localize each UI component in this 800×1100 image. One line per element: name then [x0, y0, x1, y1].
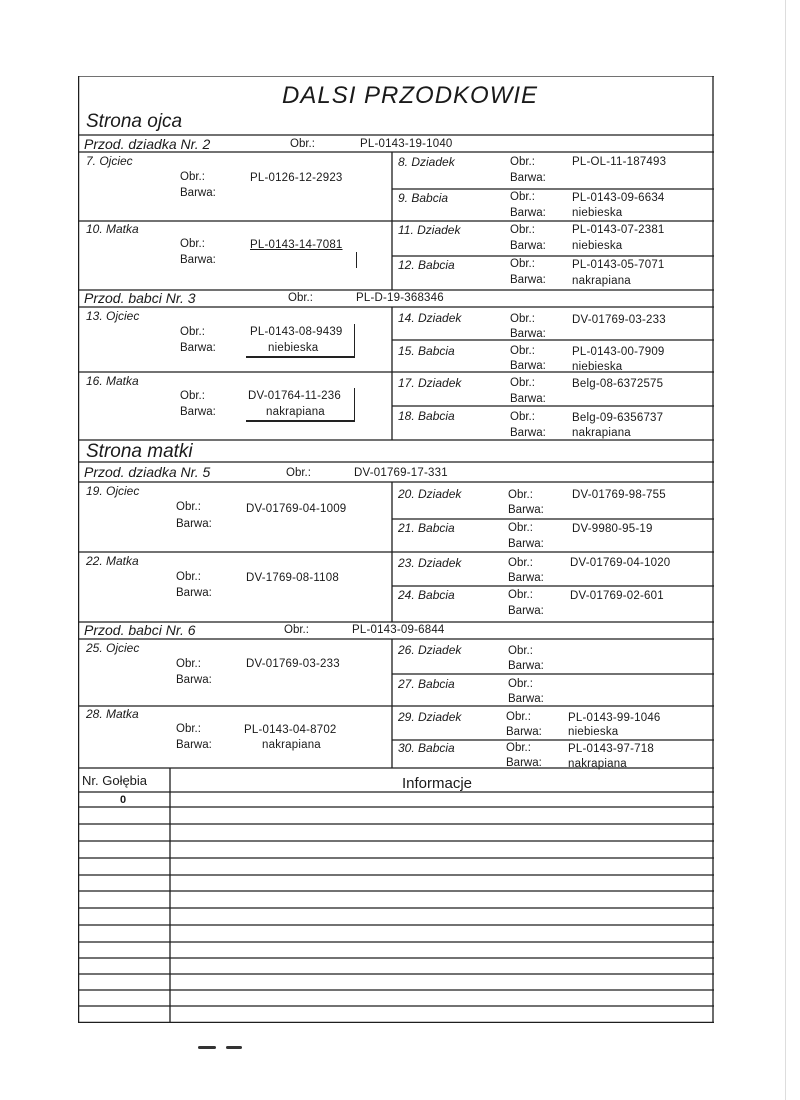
ancestor-25-label: 25. Ojciec	[86, 641, 140, 655]
ancestor-13-label: 13. Ojciec	[86, 309, 140, 323]
ancestor-11-obr-label: Obr.:	[510, 224, 535, 236]
ancestor-17-ring: Belg-08-6372575	[572, 378, 664, 390]
ancestor-7-ring: PL-0126-12-2923	[250, 172, 343, 184]
ancestor-30-obr-label: Obr.:	[506, 742, 531, 754]
ancestor-9-color: niebieska	[572, 207, 623, 219]
ancestor-9-label: 9. Babcia	[398, 191, 449, 205]
ancestor-24-label: 24. Babcia	[398, 588, 455, 602]
ancestor-28-obr-label: Obr.:	[176, 723, 201, 735]
ancestor-23-barwa-label: Barwa:	[508, 572, 544, 584]
ancestor-24-ring: DV-01769-02-601	[570, 590, 664, 602]
ancestor-18-obr-label: Obr.:	[510, 411, 535, 423]
ancestor-30-barwa-label: Barwa:	[506, 757, 542, 769]
ancestor-30-color: nakrapiana	[568, 758, 627, 770]
ancestor-27-barwa-label: Barwa:	[508, 693, 544, 705]
ancestor-20-obr-label: Obr.:	[508, 489, 533, 501]
ancestor-18-ring: Belg-09-6356737	[572, 412, 664, 424]
ancestor-16-ring: DV-01764-11-236	[248, 390, 341, 402]
ancestor-17-barwa-label: Barwa:	[510, 393, 546, 405]
ancestor-29-label: 29. Dziadek	[398, 710, 462, 724]
ancestor-26-barwa-label: Barwa:	[508, 660, 544, 672]
ancestor-28-label: 28. Matka	[86, 707, 139, 721]
scan-edge	[785, 0, 786, 1100]
ancestor-11-color: niebieska	[572, 240, 623, 252]
ancestor-19-barwa-label: Barwa:	[176, 518, 212, 530]
ancestor-22-ring: DV-1769-08-1108	[246, 572, 339, 584]
ancestor-23-label: 23. Dziadek	[398, 556, 462, 570]
ancestor-16-color: nakrapiana	[266, 406, 325, 418]
ancestor-13-color: niebieska	[268, 342, 319, 354]
section-heading-paternal: Strona ojca	[86, 111, 183, 132]
page-title: DALSI PRZODKOWIE	[282, 82, 539, 109]
ancestor-11-barwa-label: Barwa:	[510, 240, 546, 252]
ancestor-19-ring: DV-01769-04-1009	[246, 503, 347, 515]
ancestor-14-barwa-label: Barwa:	[510, 328, 546, 340]
ancestor-21-obr-label: Obr.:	[508, 522, 533, 534]
ancestor-22-obr-label: Obr.:	[176, 571, 201, 583]
ancestor-8-obr-label: Obr.:	[510, 156, 535, 168]
ancestor-29-ring: PL-0143-99-1046	[568, 712, 661, 724]
pedigree-sheet	[78, 76, 714, 1023]
ancestor-23-ring: DV-01769-04-1020	[570, 557, 671, 569]
paternal-grandfather-ring: PL-0143-19-1040	[360, 138, 453, 150]
ancestor-7-label: 7. Ojciec	[86, 154, 133, 168]
ancestor-22-barwa-label: Barwa:	[176, 587, 212, 599]
paternal-grandmother-ring: PL-D-19-368346	[356, 292, 444, 304]
ancestor-7-obr-label: Obr.:	[180, 171, 205, 183]
paternal-grandfather-obr-label: Obr.:	[290, 138, 315, 150]
section-heading-maternal: Strona matki	[86, 441, 193, 462]
ancestor-16-barwa-label: Barwa:	[180, 406, 216, 418]
ancestor-16-label: 16. Matka	[86, 374, 139, 388]
ancestor-21-label: 21. Babcia	[398, 521, 455, 535]
maternal-grandfather-header: Przod. dziadka Nr. 5	[84, 464, 211, 480]
ancestor-27-label: 27. Babcia	[398, 677, 455, 691]
ancestor-9-obr-label: Obr.:	[510, 191, 535, 203]
ancestor-19-label: 19. Ojciec	[86, 484, 140, 498]
ancestor-12-obr-label: Obr.:	[510, 258, 535, 270]
ancestor-10-label: 10. Matka	[86, 222, 139, 236]
maternal-grandfather-ring: DV-01769-17-331	[354, 467, 448, 479]
ancestor-8-barwa-label: Barwa:	[510, 172, 546, 184]
ancestor-30-label: 30. Babcia	[398, 741, 455, 755]
ancestor-20-label: 20. Dziadek	[398, 487, 462, 501]
ancestor-19-obr-label: Obr.:	[176, 501, 201, 513]
ancestor-18-label: 18. Babcia	[398, 409, 455, 423]
ancestor-24-barwa-label: Barwa:	[508, 605, 544, 617]
ancestor-13-ring: PL-0143-08-9439	[250, 326, 343, 338]
ancestor-25-barwa-label: Barwa:	[176, 674, 212, 686]
ancestor-7-barwa-label: Barwa:	[180, 187, 216, 199]
ancestor-10-ring: PL-0143-14-7081	[250, 239, 343, 251]
ancestor-21-ring: DV-9980-95-19	[572, 523, 653, 535]
ancestor-23-obr-label: Obr.:	[508, 557, 533, 569]
ancestor-29-color: niebieska	[568, 726, 619, 738]
scan-mark	[198, 1046, 216, 1049]
ancestor-28-color: nakrapiana	[262, 739, 321, 751]
ancestor-11-label: 11. Dziadek	[398, 223, 461, 237]
ancestor-28-barwa-label: Barwa:	[176, 739, 212, 751]
ancestor-29-barwa-label: Barwa:	[506, 726, 542, 738]
ancestor-18-color: nakrapiana	[572, 427, 631, 439]
ancestor-13-obr-label: Obr.:	[180, 326, 205, 338]
ancestor-12-color: nakrapiana	[572, 275, 631, 287]
ancestor-25-ring: DV-01769-03-233	[246, 658, 340, 670]
ancestor-15-barwa-label: Barwa:	[510, 360, 546, 372]
ancestor-20-ring: DV-01769-98-755	[572, 489, 666, 501]
ancestor-21-barwa-label: Barwa:	[508, 538, 544, 550]
pigeon-number-value: 0	[120, 794, 127, 806]
ancestor-12-label: 12. Babcia	[398, 258, 455, 272]
ancestor-30-ring: PL-0143-97-718	[568, 743, 654, 755]
ancestor-15-label: 15. Babcia	[398, 344, 455, 358]
ancestor-14-ring: DV-01769-03-233	[572, 314, 666, 326]
information-header: Informacje	[402, 775, 473, 792]
ancestor-14-obr-label: Obr.:	[510, 313, 535, 325]
ancestor-15-obr-label: Obr.:	[510, 345, 535, 357]
ancestor-26-obr-label: Obr.:	[508, 645, 533, 657]
ancestor-22-label: 22. Matka	[86, 554, 139, 568]
ancestor-15-ring: PL-0143-00-7909	[572, 346, 665, 358]
ancestor-26-label: 26. Dziadek	[398, 643, 462, 657]
maternal-grandmother-header: Przod. babci Nr. 6	[84, 622, 196, 638]
ancestor-12-ring: PL-0143-05-7071	[572, 259, 665, 271]
ancestor-11-ring: PL-0143-07-2381	[572, 224, 665, 236]
ancestor-14-label: 14. Dziadek	[398, 311, 462, 325]
pigeon-number-header: Nr. Gołębia	[82, 773, 148, 788]
maternal-grandmother-ring: PL-0143-09-6844	[352, 624, 445, 636]
ancestor-20-barwa-label: Barwa:	[508, 504, 544, 516]
ancestor-10-obr-label: Obr.:	[180, 238, 205, 250]
ancestor-18-barwa-label: Barwa:	[510, 427, 546, 439]
paternal-grandfather-header: Przod. dziadka Nr. 2	[84, 136, 211, 152]
ancestor-10-color-box	[248, 252, 357, 268]
ancestor-17-label: 17. Dziadek	[398, 376, 462, 390]
ancestor-29-obr-label: Obr.:	[506, 711, 531, 723]
ancestor-12-barwa-label: Barwa:	[510, 274, 546, 286]
ancestor-9-ring: PL-0143-09-6634	[572, 192, 665, 204]
ancestor-25-obr-label: Obr.:	[176, 658, 201, 670]
ancestor-16-obr-label: Obr.:	[180, 390, 205, 402]
scan-mark	[226, 1046, 242, 1049]
ancestor-8-ring: PL-OL-11-187493	[572, 156, 667, 168]
ancestor-15-color: niebieska	[572, 361, 623, 373]
ancestor-17-obr-label: Obr.:	[510, 377, 535, 389]
ancestor-13-barwa-label: Barwa:	[180, 342, 216, 354]
maternal-grandmother-obr-label: Obr.:	[284, 624, 309, 636]
paternal-grandmother-obr-label: Obr.:	[288, 292, 313, 304]
ancestor-28-ring: PL-0143-04-8702	[244, 724, 337, 736]
ancestor-27-obr-label: Obr.:	[508, 678, 533, 690]
ancestor-9-barwa-label: Barwa:	[510, 207, 546, 219]
ancestor-8-label: 8. Dziadek	[398, 155, 455, 169]
ancestor-10-barwa-label: Barwa:	[180, 254, 216, 266]
ancestor-24-obr-label: Obr.:	[508, 589, 533, 601]
maternal-grandfather-obr-label: Obr.:	[286, 467, 311, 479]
paternal-grandmother-header: Przod. babci Nr. 3	[84, 290, 196, 306]
